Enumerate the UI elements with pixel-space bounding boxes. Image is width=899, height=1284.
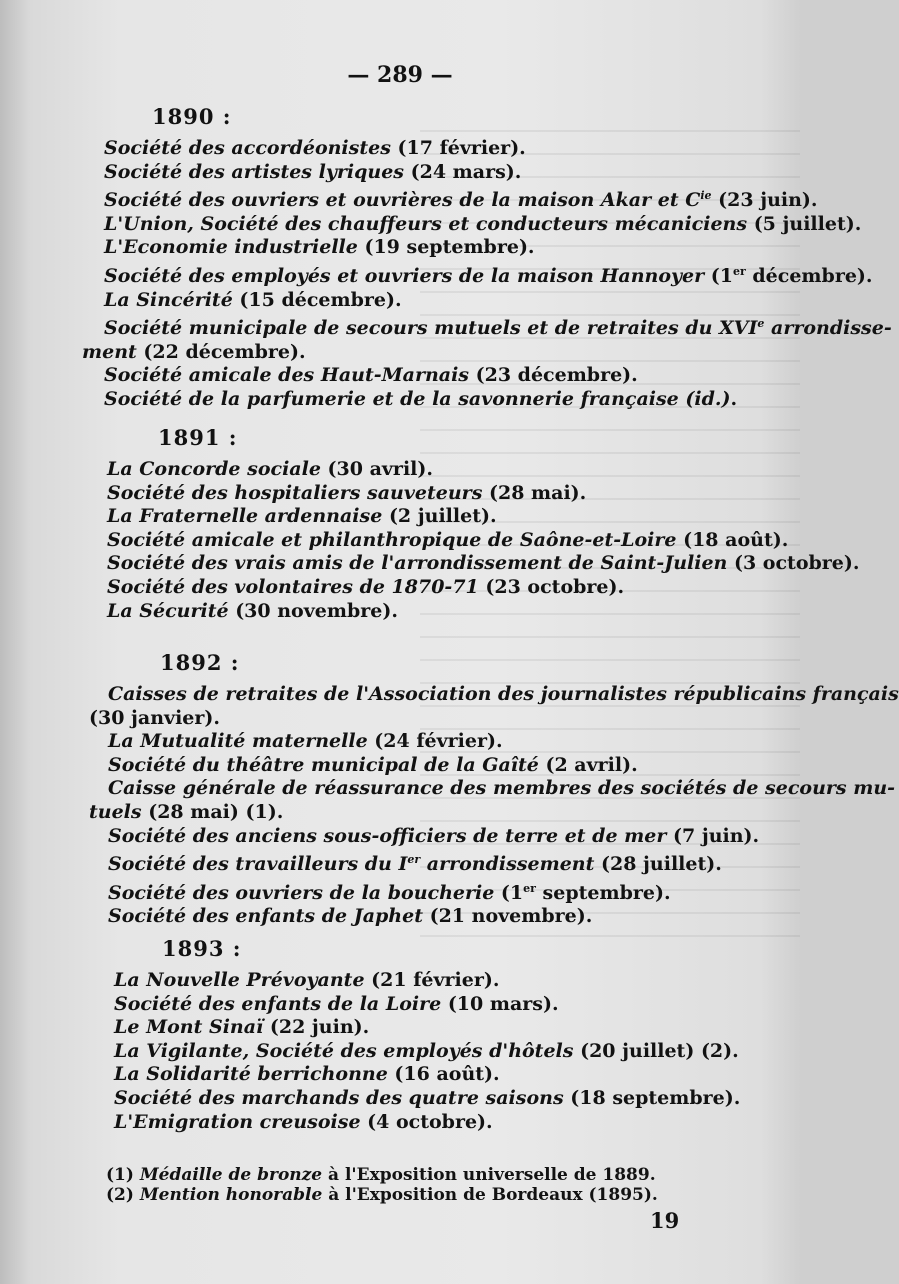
entry-it: ment: [82, 340, 137, 363]
society-entry: [114, 1087, 800, 1111]
entry-rest: (28 mai).: [482, 481, 587, 504]
society-entry: [104, 161, 800, 185]
society-entry: [104, 364, 800, 388]
entry-it: Société du théâtre municipal de la Gaîté: [108, 753, 539, 776]
entry-it: tuels: [89, 800, 142, 823]
entry-rest: (22 décembre).: [136, 340, 306, 363]
entry-rest: arrondisse-: [764, 317, 892, 340]
society-entry: [108, 877, 800, 906]
entry-rest: (30 janvier).: [89, 706, 221, 729]
footnotes: [106, 1165, 658, 1205]
society-entry: [104, 212, 862, 237]
entry-rest: .: [730, 387, 738, 410]
society-entry: [114, 1040, 800, 1064]
society-entry: [104, 289, 800, 313]
entry-it: Société des ouvriers de la boucherie: [108, 881, 495, 904]
signature-mark: 19: [650, 1208, 680, 1233]
society-entry: [107, 576, 800, 600]
entry-rest: (22 juin).: [263, 1016, 370, 1039]
entry-rest: (19 septembre).: [357, 236, 535, 259]
society-entry: [108, 730, 800, 754]
society-entry: [82, 341, 800, 365]
society-entry: [107, 600, 800, 624]
entry-it: arrondissement: [420, 853, 595, 876]
year-heading: 1890 :: [152, 104, 232, 129]
entry-rest: (17 février).: [390, 137, 526, 159]
entry-rest: (20 juillet) (2).: [573, 1039, 739, 1062]
footnote: (1) Médaille de bronze à l'Exposition universelle de 1889.: [106, 1165, 656, 1185]
entry-it: Société des vrais amis de l'arrondissement de Saint-Julien: [107, 552, 728, 575]
year-heading: 1892 :: [160, 650, 240, 675]
society-entry: [104, 388, 800, 412]
society-entry: [107, 529, 800, 553]
entry-rest: (16 août).: [387, 1063, 500, 1086]
entry-it: La Concorde sociale: [107, 458, 321, 480]
entry-rest: (23 juin).: [711, 189, 818, 212]
society-entry: [104, 184, 818, 213]
society-entry: [108, 754, 800, 778]
entry-it: Société des ouvriers et ouvrières de la maison Akar et C: [104, 189, 701, 212]
section-1892: [0, 650, 899, 929]
entry-it: Société de la parfumerie et de la savonnerie française (id.): [104, 387, 731, 410]
entry-it: La Mutualité maternelle: [108, 730, 368, 753]
entry-sup: ie: [700, 189, 712, 203]
society-entry: [114, 1063, 800, 1087]
section-1893: [0, 936, 800, 1134]
page-number: — 289 —: [347, 62, 453, 88]
entry-it: Caisses de retraites de l'Association des journalistes républicains français: [108, 683, 899, 705]
entry-rest: (1: [494, 881, 524, 904]
society-entry: [107, 458, 800, 482]
society-entry: [114, 969, 800, 993]
entry-rest: (30 novembre).: [228, 599, 398, 622]
entry-it: Société des marchands des quatre saisons: [114, 1086, 564, 1109]
entry-it: L'Union, Société des chauffeurs et conducteurs mécaniciens: [104, 212, 748, 235]
entry-sup: e: [757, 317, 765, 331]
entry-it: La Sincérité: [104, 288, 233, 311]
entry-it: La Solidarité berrichonne: [114, 1063, 388, 1086]
society-entry: [108, 825, 800, 849]
society-entry: [114, 993, 800, 1017]
entry-it: Société amicale et philanthropique de Saône-et-Loire: [107, 528, 677, 551]
society-entry: [104, 137, 800, 161]
entry-rest: (21 novembre).: [422, 905, 593, 928]
year-heading: 1891 :: [158, 425, 238, 450]
society-entry: [114, 1016, 800, 1040]
entry-rest: (3 octobre).: [727, 552, 860, 575]
entry-sup: er: [523, 881, 536, 895]
entry-rest: décembre).: [745, 264, 873, 287]
entry-it: La Fraternelle ardennaise: [107, 505, 383, 528]
entry-rest: (5 juillet).: [747, 212, 862, 235]
entry-it: Société des hospitaliers sauveteurs: [107, 481, 483, 504]
entry-rest: (28 mai) (1).: [141, 800, 284, 823]
footnote: (2) Mention honorable à l'Exposition de Bordeaux (1895).: [106, 1185, 658, 1205]
entry-it: Société des enfants de Japhet: [108, 905, 423, 928]
society-entry: [104, 260, 873, 289]
entry-it: L'Economie industrielle: [104, 236, 358, 259]
entry-rest: (18 septembre).: [563, 1086, 741, 1109]
entry-it: La Sécurité: [107, 599, 229, 622]
entry-rest: (23 octobre).: [478, 575, 625, 598]
entry-rest: (4 octobre).: [360, 1110, 493, 1133]
entry-it: Société des volontaires de 1870-71: [107, 575, 479, 598]
entry-it: Société des artistes lyriques: [104, 160, 404, 183]
entry-rest: (2 avril).: [538, 753, 638, 776]
section-1890: [0, 104, 892, 412]
section-1891: [0, 425, 860, 623]
society-entry: [114, 1111, 800, 1135]
entry-it: Caisse générale de réassurance des membres des sociétés de secours mu-: [108, 777, 896, 800]
entry-it: Société des anciens sous-officiers de terre et de mer: [108, 824, 667, 847]
entry-sup: er: [732, 264, 746, 278]
society-entry: [107, 505, 800, 529]
entry-it: La Vigilante, Société des employés d'hôtels: [114, 1039, 574, 1062]
entry-rest: (23 décembre).: [469, 364, 638, 387]
entry-it: Société des accordéonistes: [104, 137, 391, 159]
entry-rest: (24 mars).: [404, 160, 522, 183]
society-entry: [89, 707, 800, 731]
entry-rest: (24 février).: [367, 730, 503, 753]
entry-rest: (21 février).: [364, 969, 500, 991]
entry-it: L'Emigration creusoise: [114, 1110, 361, 1133]
society-entry: [89, 801, 800, 825]
entry-rest: (10 mars).: [441, 992, 559, 1015]
entry-rest: septembre).: [535, 881, 671, 904]
entry-rest: (1: [704, 264, 733, 287]
entry-it: Société des travailleurs du I: [108, 853, 408, 876]
entry-rest: (28 juillet).: [594, 853, 722, 876]
entry-it: La Nouvelle Prévoyante: [114, 969, 365, 991]
society-entry: [108, 683, 899, 707]
society-entry: [107, 482, 800, 506]
entry-sup: er: [407, 853, 421, 867]
society-entry: [108, 777, 896, 801]
entry-it: Le Mont Sinaï: [114, 1016, 264, 1039]
entry-it: Société des enfants de la Loire: [114, 992, 442, 1015]
society-entry: [104, 312, 892, 341]
entry-rest: (18 août).: [676, 528, 789, 551]
entry-it: Société municipale de secours mutuels et de retraites du XVI: [104, 317, 758, 340]
entry-rest: (2 juillet).: [382, 505, 497, 528]
society-entry: [108, 905, 800, 929]
society-entry: [104, 236, 800, 260]
entry-it: Société des employés et ouvriers de la maison Hannoyer: [104, 264, 705, 287]
entry-rest: (30 avril).: [320, 458, 433, 480]
entry-rest: (7 juin).: [666, 824, 760, 847]
entry-it: Société amicale des Haut-Marnais: [104, 364, 469, 387]
society-entry: [107, 552, 860, 576]
year-heading: 1893 :: [162, 936, 242, 961]
society-entry: [108, 848, 800, 877]
entry-rest: (15 décembre).: [232, 288, 402, 311]
